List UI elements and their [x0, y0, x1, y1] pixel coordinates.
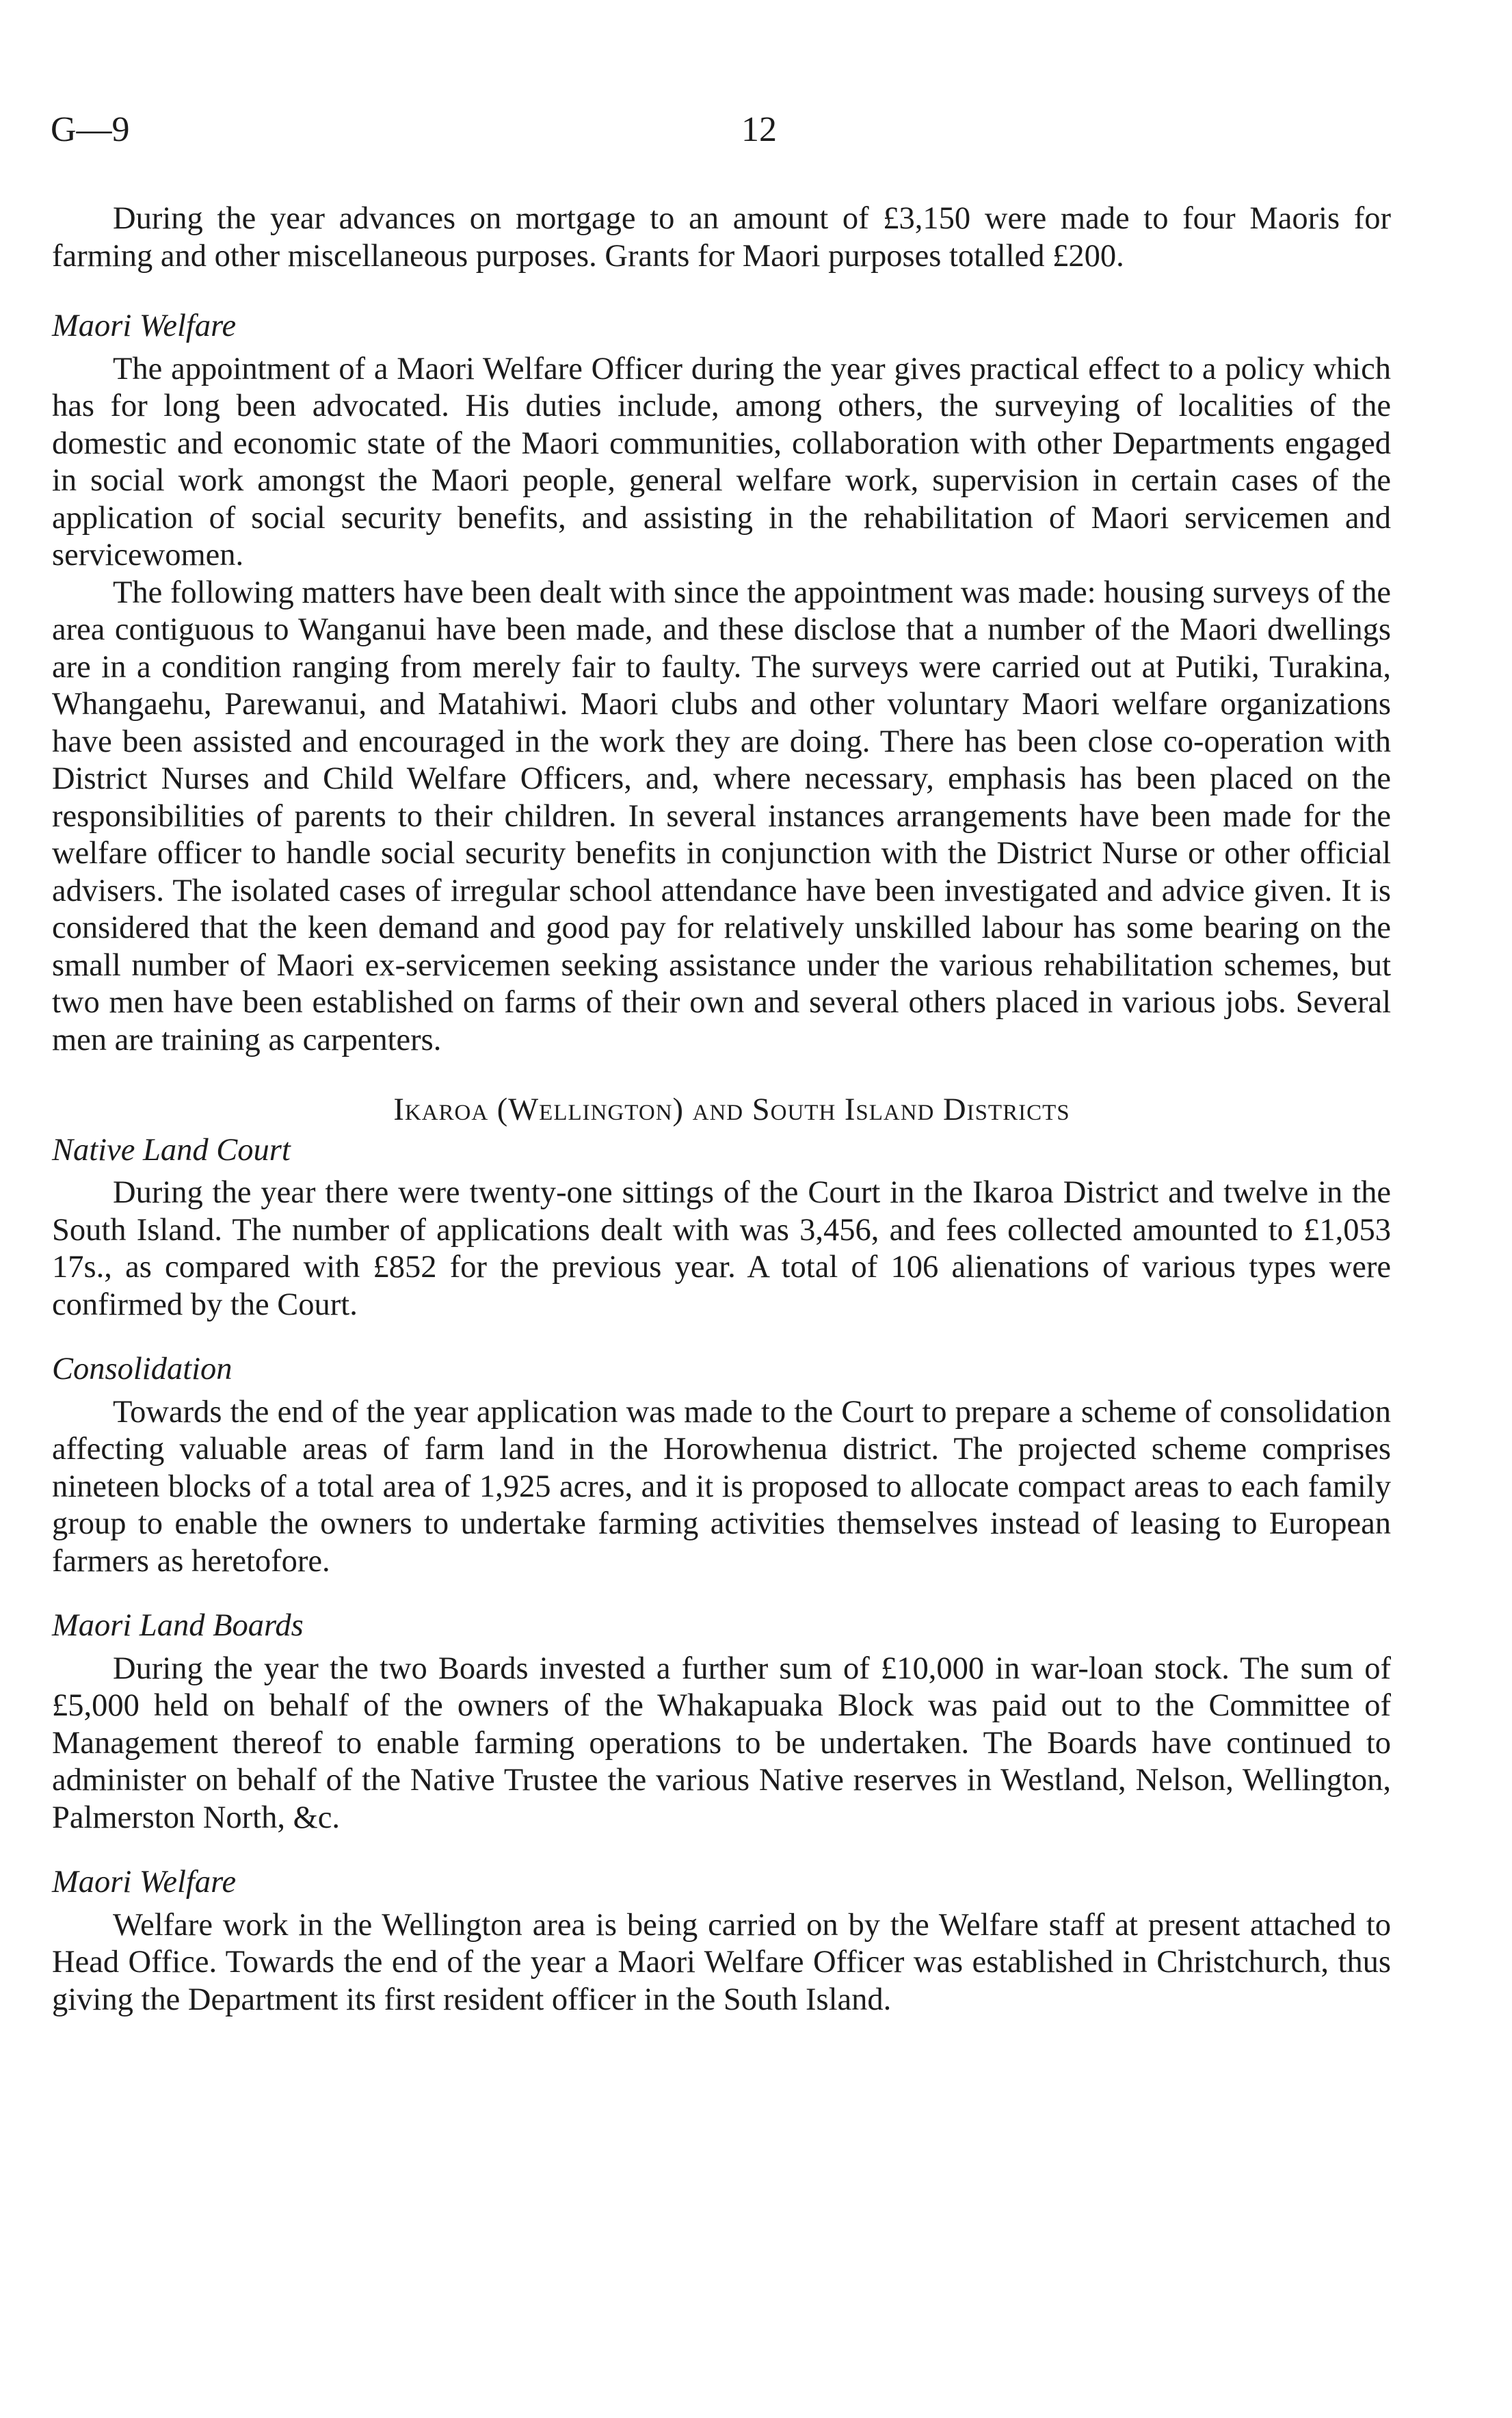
section-heading-native-land-court: Native Land Court	[52, 1132, 291, 1168]
maori-welfare-paragraph-1: The appointment of a Maori Welfare Officer during the year gives practical effect to a policy which has for long been advocated. His duties include, among others, the surveying of localities of the domestic and economic state of the Maori communities, collaboration with other Departments engaged in social work amongst the Maori people, general welfare work, supervision in certain cases of the application of social security benefits, and assisting in the rehabilitation of Maori servicemen and servicewomen.	[52, 351, 1391, 573]
maori-land-boards-paragraph: During the year the two Boards invested a further sum of £10,000 in war-loan stock. The sum of £5,000 held on behalf of the owners of the Whakapuaka Block was paid out to the Committee of Management thereof to enable farming operations to be undertaken. The Boards have continued to administer on behalf of the Native Trustee the various Native reserves in Westland, Nelson, Wellington, Palmerston North, &c.	[52, 1651, 1391, 1835]
consolidation-paragraph: Towards the end of the year application was made to the Court to prepare a scheme of consolidation affecting valuable areas of farm land in the Horowhenua district. The projected scheme comprises nineteen blocks of a total area of 1,925 acres, and it is proposed to allocate compact areas to each family group to enable the owners to undertake farming activities themselves instead of leasing to European farmers as heretofore.	[52, 1394, 1391, 1579]
maori-welfare-south-paragraph: Welfare work in the Wellington area is being carried on by the Welfare staff at present attached to Head Office. Towards the end of the year a Maori Welfare Officer was established in Christchurch, thus giving the Department its first resident officer in the South Island.	[52, 1907, 1391, 2017]
district-heading: Ikaroa (Wellington) and South Island Districts	[393, 1092, 1070, 1127]
document-code: G—9	[51, 110, 130, 149]
page-number: 12	[741, 110, 777, 149]
page-header	[51, 109, 1418, 164]
section-heading-consolidation: Consolidation	[52, 1352, 233, 1387]
native-land-court-paragraph: During the year there were twenty-one sittings of the Court in the Ikaroa District and twelve in the South Island. The number of applications dealt with was 3,456, and fees collected amounted to £1,053 17s., as compared with £852 for the previous year. A total of 106 alienations of various types were confirmed by the Court.	[52, 1175, 1391, 1322]
section-heading-maori-welfare: Maori Welfare	[52, 308, 237, 343]
maori-welfare-paragraph-2: The following matters have been dealt with since the appointment was made: housing surveys of the area contiguous to Wanganui have been made, and these disclose that a number of the Maori dwellings are in a condition ranging from merely fair to faulty. The surveys were carried out at Putiki, Turakina, Whangaehu, Parewanui, and Matahiwi. Maori clubs and other voluntary Maori welfare organizations have been assisted and encouraged in the work they are doing. There has been close co-operation with District Nurses and Child Welfare Officers, and, where necessary, emphasis has been placed on the responsibilities of parents to their children. In several instances arrangements have been made for the welfare officer to handle social security benefits in conjunction with the District Nurse or other official advisers. The isolated cases of irregular school attendance have been investigated and advice given. It is considered that the keen demand and good pay for relatively unskilled labour has some bearing on the small number of Maori ex-servicemen seeking assistance under the various rehabilitation schemes, but two men have been established on farms of their own and several others placed in various jobs. Several men are training as carpenters.	[52, 575, 1391, 1057]
section-heading-maori-land-boards: Maori Land Boards	[52, 1608, 304, 1643]
section-heading-maori-welfare-south: Maori Welfare	[52, 1865, 237, 1900]
document-body	[52, 200, 1391, 2019]
intro-paragraph: During the year advances on mortgage to an amount of £3,150 were made to four Maoris for farming and other miscellaneous purposes. Grants for Maori purposes totalled £200.	[52, 201, 1391, 274]
